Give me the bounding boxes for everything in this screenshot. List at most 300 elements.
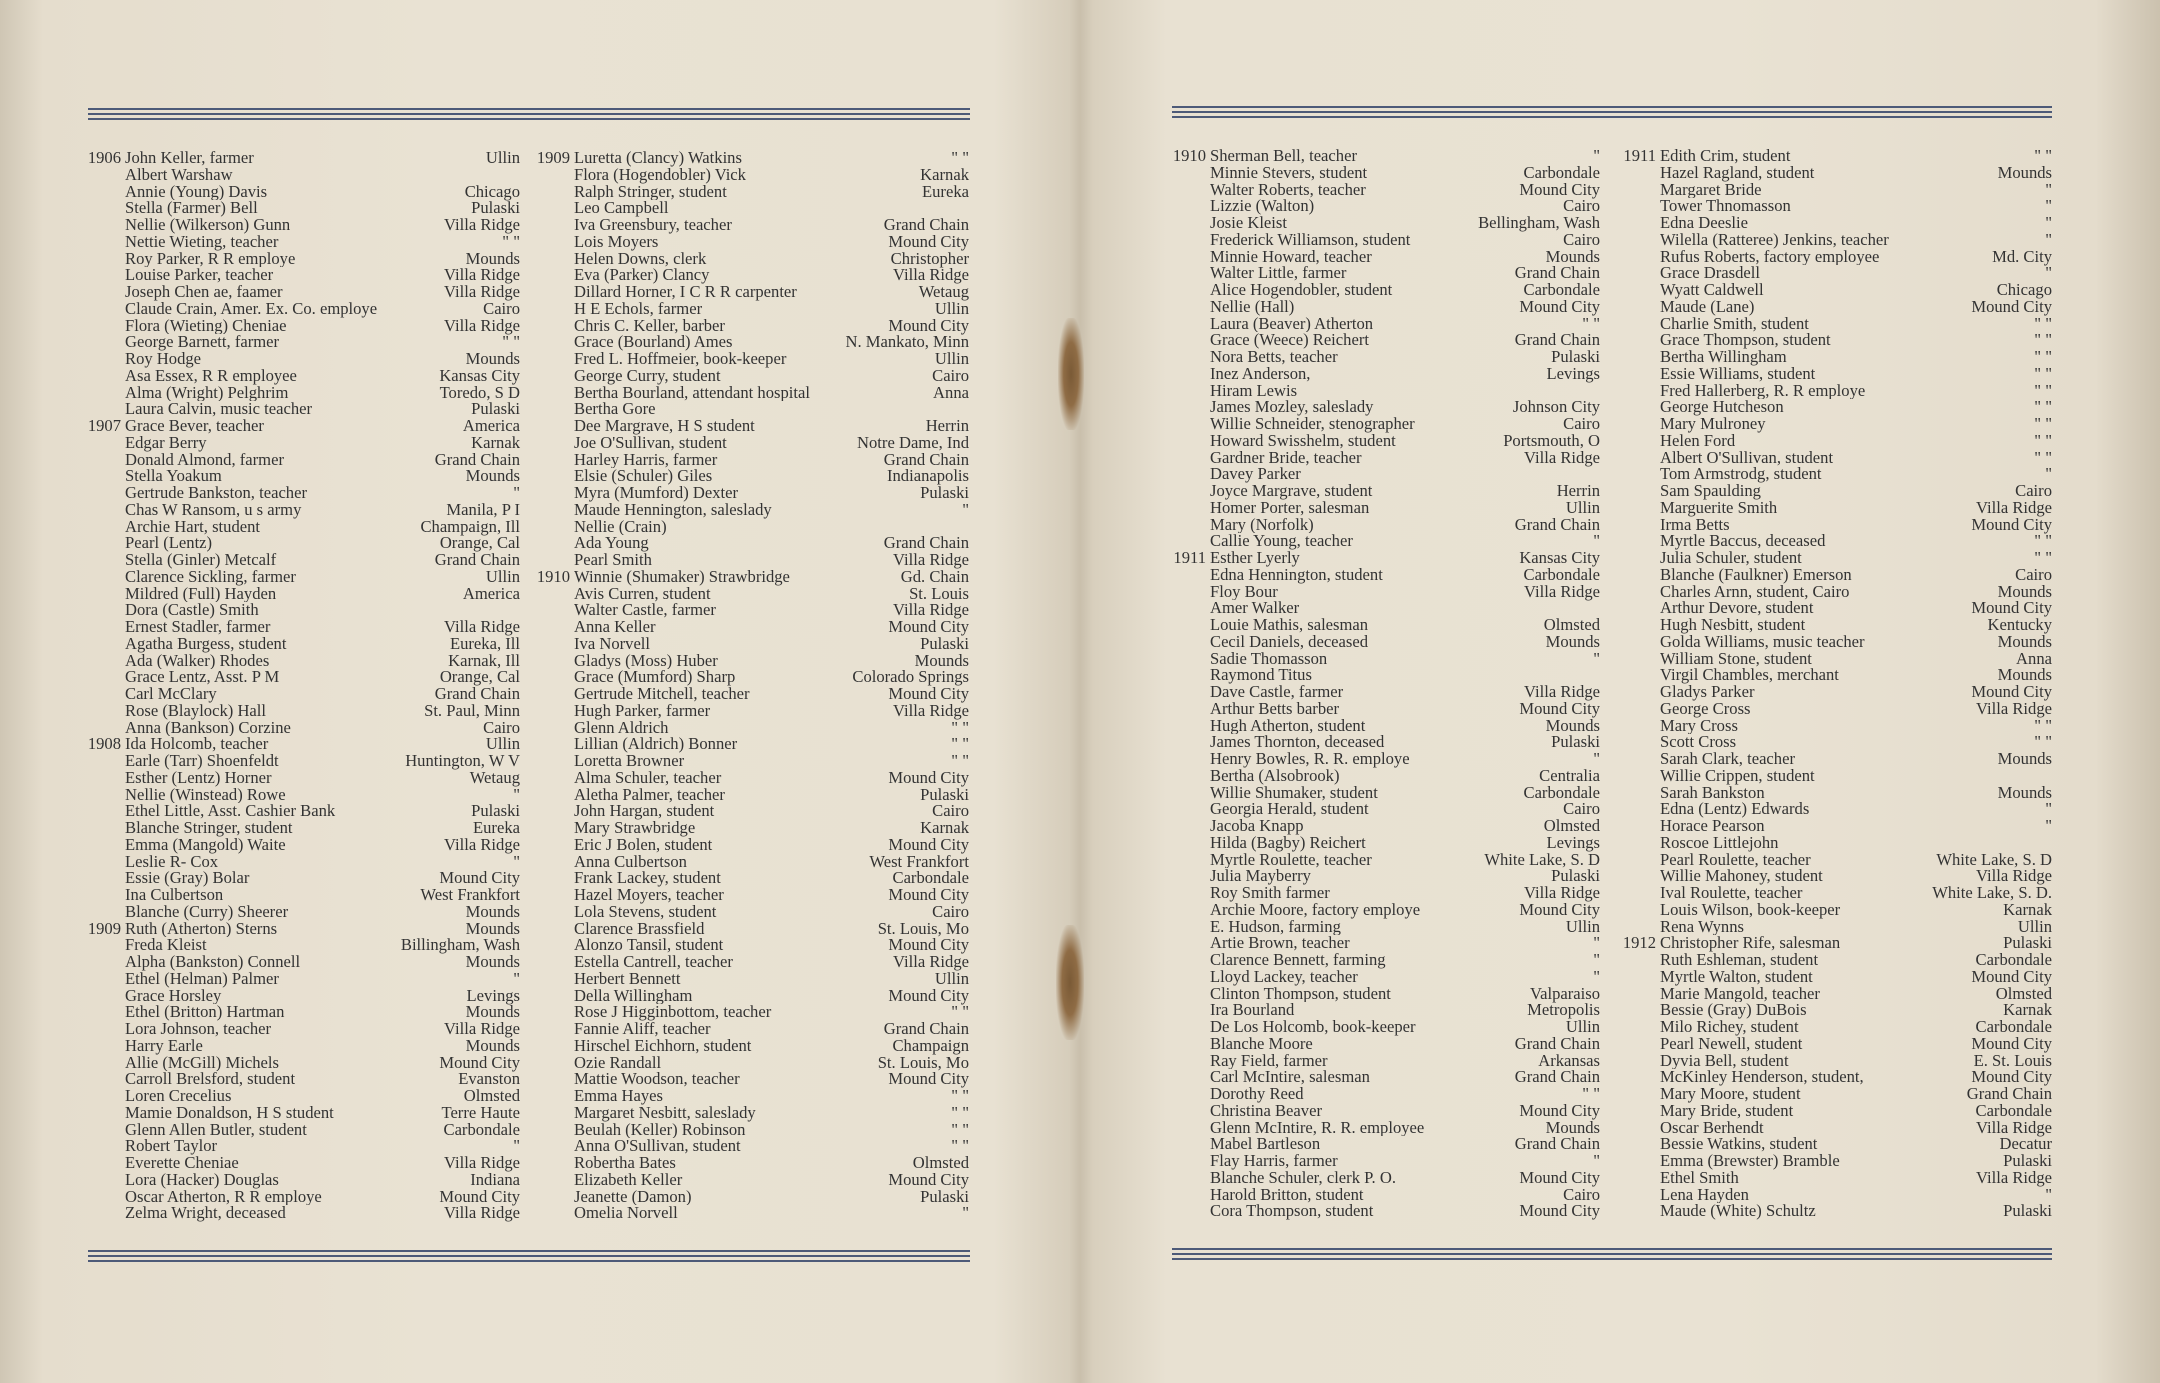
alumni-name: Archie Moore, factory employe [1210,901,1421,919]
alumni-name: Clarence Sickling, farmer [125,568,296,586]
alumni-location: Colorado Springs [852,667,969,687]
alumni-location: " [2045,816,2052,835]
alumni-name: Blanche (Faulkner) Emerson [1660,566,1852,584]
alumni-location: " [513,1136,520,1156]
alumni-entry [574,468,969,485]
alumni-location: Cairo [932,901,969,921]
alumni-entry [125,767,520,787]
alumni-name: Anna O'Sullivan, student [574,1138,741,1155]
alumni-name: Carl McClary [125,686,217,703]
alumni-location: St. Louis, Mo [877,918,969,938]
alumni-location: Pulaski [920,784,969,804]
alumni-location [2044,768,2052,785]
alumni-location: Mounds [465,918,520,938]
top-rule [88,108,970,120]
alumni-entry [1210,765,1600,785]
alumni-location: " [2045,799,2052,819]
alumni-location: Villa Ridge [444,1203,520,1223]
alumni-location: Cairo [1563,229,1600,249]
alumni-name: Julia Mayberry [1210,868,1311,885]
alumni-entry [1660,349,2052,366]
alumni-column [1172,146,1600,1221]
alumni-name: Hiram Lewis [1210,382,1298,400]
alumni-name: Lora (Hacker) Douglas [125,1171,279,1189]
alumni-name: Julia Schuler, student [1660,550,1802,567]
alumni-entry [1210,430,1600,450]
alumni-name: Archie Hart, student [125,518,261,536]
alumni-location: Christopher [890,248,969,268]
alumni-entry [574,334,969,351]
alumni-location: " [2045,179,2052,199]
alumni-name: Beulah (Keller) Robinson [574,1121,746,1139]
alumni-location: Ullin [1565,916,1600,936]
alumni-entry [1210,782,1600,802]
alumni-location: Mound City [888,315,969,335]
alumni-name: Homer Porter, salesman [1210,499,1370,517]
alumni-name: James Thornton, deceased [1210,734,1385,751]
alumni-name: Dillard Horner, I C R R carpenter [574,284,797,301]
alumni-location: Villa Ridge [893,952,969,971]
alumni-name: Esther Lyerly [1210,550,1300,567]
alumni-name: Ada (Walker) Rhodes [125,652,270,670]
alumni-name: Oscar Atherton, R R employe [125,1188,322,1206]
alumni-entry [1210,447,1600,467]
alumni-entry [1660,162,2052,182]
alumni-location: Bellingham, Wash [1478,213,1600,232]
alumni-location: Anna [933,382,969,402]
alumni-name: Earle (Tarr) Shoenfeldt [125,753,279,770]
alumni-name: Elsie (Schuler) Giles [574,468,713,485]
alumni-entry [1210,229,1600,249]
alumni-location: Villa Ridge [444,282,520,301]
alumni-name: Iva Norvell [574,635,651,653]
alumni-name: Blanche Stringer, student [125,820,293,837]
alumni-name: Anna (Bankson) Corzine [125,719,291,737]
alumni-location: Villa Ridge [444,215,520,234]
alumni-name: Margaret Bride [1660,181,1762,199]
alumni-location: " [2045,1184,2052,1204]
alumni-name: George Cross [1660,700,1751,718]
alumni-location: Mounds [465,248,520,268]
alumni-location: Carbondale [1523,280,1600,299]
alumni-location: " [1593,966,1600,986]
alumni-location: Mound City [1519,698,1600,718]
alumni-location: Grand Chain [1514,1067,1600,1087]
alumni-entry [574,432,969,452]
alumni-name: Edna Hennington, student [1210,566,1383,584]
alumni-name: Hugh Parker, farmer [574,702,711,720]
alumni-entry [125,717,520,737]
alumni-location: Billingham, Wash [400,935,520,955]
alumni-location: " [513,483,520,502]
alumni-entry [1210,734,1600,751]
alumni-name: Agatha Burgess, student [125,635,287,653]
alumni-entry [1660,332,2052,349]
alumni-location: Mound City [888,767,969,787]
alumni-entry [1210,698,1600,718]
alumni-name: Mary Mulroney [1660,416,1766,433]
alumni-name: Leo Campbell [574,200,669,217]
alumni-location: Mound City [888,985,969,1005]
alumni-entry [574,181,969,201]
alumni-entry [536,566,969,586]
alumni-entry [1660,533,2052,550]
alumni-location: Villa Ridge [1976,866,2052,886]
alumni-name: Mary Strawbridge [574,820,696,837]
alumni-entry [1210,935,1600,952]
alumni-entry [1660,198,2052,215]
alumni-entry [1660,631,2052,651]
alumni-entry [1660,1033,2052,1053]
alumni-name: Ralph Stringer, student [574,183,727,201]
alumni-location: Grand Chain [434,449,520,469]
alumni-name: Ival Roulette, teacher [1660,885,1803,902]
alumni-name: Harry Earle [125,1037,203,1055]
alumni-location: N. Mankato, Minn [845,332,969,352]
alumni-name: Stella (Ginler) Metcalf [125,552,277,569]
alumni-name: Ernest Stadler, farmer [125,619,271,636]
alumni-entry [1660,617,2052,634]
alumni-name: Grace Thompson, student [1660,332,1831,349]
alumni-name: Margaret Nesbitt, saleslady [574,1104,756,1122]
alumni-name: Ethel (Helman) Palmer [125,970,279,988]
class-year: 1908 [87,734,121,754]
alumni-name: Joe O'Sullivan, student [574,434,727,452]
alumni-name: Mamie Donaldson, H S student [125,1104,334,1122]
alumni-name: Grace Drasdell [1660,265,1760,282]
alumni-name: Walter Little, farmer [1210,265,1347,282]
alumni-name: Gladys Parker [1660,684,1755,701]
alumni-name: Edna (Lentz) Edwards [1660,801,1810,818]
alumni-name: Ina Culbertson [125,887,224,904]
alumni-location: Wetaug [469,767,520,787]
alumni-location: Cairo [2015,481,2052,500]
alumni-entry [1210,1203,1600,1220]
alumni-entry [574,1088,969,1105]
alumni-location: Ullin [934,968,969,988]
alumni-location: Karnak [920,818,969,837]
alumni-entry [125,887,520,904]
alumni-entry [87,416,520,435]
alumni-location: " " [2034,380,2052,400]
alumni-name: Alonzo Tansil, student [574,937,724,954]
alumni-entry [125,167,520,184]
alumni-entry [1660,983,2052,1003]
alumni-location: Evanston [458,1069,520,1089]
alumni-entry [1210,162,1600,182]
alumni-name: Roy Parker, R R employe [125,250,296,268]
alumni-location: Olmsted [1995,983,2052,1003]
alumni-entry [125,1119,520,1139]
alumni-location: " [513,784,520,804]
alumni-entry [574,1205,969,1222]
alumni-name: Floy Bour [1210,583,1278,601]
alumni-location: Valparaiso [1529,983,1600,1003]
alumni-location: Grand Chain [434,684,520,703]
alumni-location: Mounds [465,466,520,486]
alumni-location: Ullin [1565,1017,1600,1036]
alumni-location: Villa Ridge [444,834,520,854]
alumni-entry [1660,1136,2052,1153]
alumni-name: Arthur Betts barber [1210,700,1340,718]
alumni-name: Bessie (Gray) DuBois [1660,1002,1807,1019]
alumni-location: " [2045,229,2052,249]
alumni-entry [125,1071,520,1088]
alumni-location: " " [951,1136,969,1156]
alumni-name: Mary Cross [1660,717,1738,735]
alumni-entry [574,1186,969,1206]
alumni-location: Cairo [483,298,520,318]
alumni-location: Mound City [1519,179,1600,199]
alumni-name: Ozie Randall [574,1054,662,1072]
alumni-name: Ida Holcomb, teacher [125,736,269,753]
alumni-entry [574,365,969,385]
alumni-location: Cairo [932,801,969,821]
alumni-location: Levings [466,985,520,1005]
alumni-entry [1210,1136,1600,1153]
alumni-name: Emma (Mangold) Waite [125,836,286,854]
alumni-name: Grace Lentz, Asst. P M [125,669,280,686]
alumni-entry [574,700,969,720]
alumni-name: Inez Anderson, [1210,365,1311,383]
alumni-name: Willie Mahoney, student [1660,868,1823,885]
alumni-entry [574,633,969,653]
alumni-column [536,148,969,1223]
alumni-entry [574,985,969,1005]
alumni-location: " [1593,531,1600,551]
alumni-name: Rufus Roberts, factory employee [1660,248,1880,266]
alumni-location: Mound City [888,1169,969,1189]
alumni-entry [1660,835,2052,852]
alumni-name: Bessie Watkins, student [1660,1136,1818,1153]
alumni-name: Alice Hogendobler, student [1210,282,1393,299]
alumni-entry [125,901,520,921]
alumni-name: Maude Hennington, saleslady [574,501,772,519]
alumni-entry [1660,447,2052,467]
alumni-name: Sadie Thomasson [1210,650,1328,668]
alumni-location: Pulaski [920,483,969,502]
alumni-entry [1210,1069,1600,1086]
bottom-rule [1172,1248,2052,1260]
alumni-location: Decatur [1999,1134,2052,1154]
alumni-entry [1660,885,2052,902]
alumni-entry [125,1102,520,1122]
alumni-entry [125,552,520,569]
alumni-location [2044,835,2052,852]
alumni-name: Loretta Browner [574,753,685,770]
alumni-entry [1210,617,1600,634]
alumni-entry [1660,899,2052,919]
alumni-location: " " [2034,548,2052,567]
alumni-name: Essie Williams, student [1660,365,1816,383]
alumni-location: Mound City [888,684,969,703]
alumni-entry [574,619,969,636]
alumni-entry [1660,265,2052,282]
alumni-name: Henry Bowles, R. R. employe [1210,751,1410,768]
alumni-entry [1210,363,1600,383]
alumni-name: Sherman Bell, teacher [1210,148,1357,165]
alumni-name: Asa Essex, R R employee [125,367,297,385]
alumni-location: " " [951,717,969,737]
alumni-location: Orange, Cal [439,667,520,687]
alumni-location: " [962,1203,969,1223]
alumni-entry [574,968,969,988]
alumni-location: Toredo, S D [439,382,520,402]
alumni-entry [574,834,969,854]
alumni-name: McKinley Henderson, student, [1660,1069,1864,1086]
alumni-name: Laura Calvin, music teacher [125,401,313,418]
alumni-location: Villa Ridge [1976,1167,2052,1187]
class-year: 1906 [87,148,121,167]
alumni-name: Marie Mangold, teacher [1660,985,1820,1003]
alumni-name: Flay Harris, farmer [1210,1153,1338,1170]
alumni-location: " " [951,751,969,770]
alumni-name: Ruth Eshleman, student [1660,952,1819,969]
alumni-name: Joyce Margrave, student [1210,483,1373,500]
alumni-name: Frank Lackey, student [574,870,721,887]
alumni-location: Mounds [465,1002,520,1022]
alumni-entry [125,753,520,770]
alumni-name: Nettie Wieting, teacher [125,233,279,251]
alumni-name: Oscar Berhendt [1660,1119,1764,1137]
alumni-name: Hazel Moyers, teacher [574,887,724,904]
alumni-name: Alma Schuler, teacher [574,769,722,787]
alumni-entry [125,803,520,820]
alumni-entry [1210,916,1600,936]
alumni-name: Tom Armstrodg, student [1660,466,1822,483]
alumni-name: Willie Crippen, student [1660,767,1815,785]
alumni-name: Fred Hallerberg, R. R employe [1660,382,1866,400]
alumni-location: Cairo [2015,564,2052,584]
alumni-name: Irma Betts [1660,516,1730,534]
alumni-name: George Curry, student [574,367,721,385]
alumni-location: Ullin [485,148,520,167]
alumni-location: Ullin [2017,916,2052,936]
alumni-entry [125,566,520,586]
alumni-name: Mattie Woodson, teacher [574,1071,740,1088]
alumni-name: Dave Castle, farmer [1210,684,1344,701]
alumni-entry [1660,564,2052,584]
alumni-location: Kansas City [1519,548,1600,567]
alumni-location: Pulaski [920,1186,969,1206]
alumni-name: Lloyd Lackey, teacher [1210,968,1358,986]
alumni-location: " [2045,263,2052,283]
alumni-name: Grace (Bourland) Ames [574,334,733,351]
alumni-name: Flora (Wieting) Cheniae [125,317,287,335]
alumni-location: Carbondale [443,1119,520,1139]
alumni-entry [1210,179,1600,199]
alumni-location: Centralia [1539,765,1600,785]
alumni-name: Hazel Ragland, student [1660,164,1815,182]
alumni-location: " " [2034,447,2052,467]
alumni-entry [125,449,520,469]
alumni-location: " " [951,1002,969,1022]
alumni-name: Della Willingham [574,987,693,1005]
alumni-location: Herrin [1556,481,1600,500]
alumni-location: Villa Ridge [444,617,520,636]
alumni-name: Amer Walker [1210,600,1300,617]
alumni-entry [574,298,969,318]
alumni-location: Kentucky [1987,615,2052,634]
alumni-location: " [1593,146,1600,165]
alumni-location: White Lake, S. D [1484,849,1600,869]
alumni-entry [1210,1002,1600,1019]
alumni-location: " " [2034,397,2052,417]
alumni-name: Stella (Farmer) Bell [125,200,258,217]
alumni-name: Dorothy Reed [1210,1086,1304,1103]
alumni-entry [1210,1033,1600,1053]
alumni-location: Cairo [932,365,969,385]
alumni-name: Leslie R- Cox [125,853,219,871]
alumni-entry [125,401,520,418]
alumni-entry [1660,1100,2052,1120]
alumni-name: Ethel Little, Asst. Cashier Bank [125,803,336,820]
alumni-location: E. St. Louis [1973,1050,2052,1070]
alumni-location: Pulaski [1551,347,1600,366]
alumni-name: John Keller, farmer [125,150,254,167]
alumni-location: " " [2034,146,2052,165]
alumni-location: " " [2034,313,2052,333]
alumni-location: Mounds [1997,749,2052,768]
alumni-name: Grace Bever, teacher [125,418,264,435]
alumni-entry [125,937,520,954]
alumni-location: Manila, P I [446,499,520,519]
alumni-location: Mound City [439,1052,520,1072]
alumni-name: Joseph Chen ae, faamer [125,284,283,301]
class-year: 1909 [536,148,570,167]
alumni-name: Bertha Bourland, attendant hospital [574,384,810,402]
class-year: 1910 [536,566,570,586]
alumni-name: Josie Kleist [1210,215,1287,232]
alumni-name: Walter Roberts, teacher [1210,181,1366,199]
alumni-location: Wetaug [918,282,969,301]
alumni-name: Edgar Berry [125,434,207,452]
alumni-name: Estella Cantrell, teacher [574,954,733,971]
alumni-location: Cairo [1563,414,1600,433]
alumni-location: Grand Chain [883,215,969,234]
alumni-name: Avis Curren, student [574,585,711,603]
alumni-name: Gertrude Mitchell, teacher [574,686,750,703]
alumni-name: Emma Hayes [574,1088,663,1105]
alumni-name: Dora (Castle) Smith [125,602,259,619]
alumni-location: Villa Ridge [893,265,969,285]
alumni-location: Mound City [1971,1067,2052,1087]
alumni-name: Bertha (Alsobrook) [1210,767,1340,785]
alumni-location: " [1593,1151,1600,1170]
alumni-entry [1660,179,2052,199]
alumni-location: Mound City [1971,1033,2052,1053]
alumni-name: Elizabeth Keller [574,1171,683,1189]
alumni-name: Nora Betts, teacher [1210,349,1338,366]
alumni-location: Mounds [465,349,520,368]
alumni-entry [1660,514,2052,534]
alumni-location: Pulaski [2003,1151,2052,1170]
alumni-entry [125,700,520,720]
class-year: 1910 [1172,146,1206,165]
bottom-rule [88,1250,970,1262]
alumni-name: Mabel Bartleson [1210,1136,1321,1153]
alumni-name: Virgil Chambles, merchant [1660,667,1839,684]
alumni-name: Herbert Bennett [574,970,681,988]
alumni-entry [125,1205,520,1222]
alumni-name: Hugh Nesbitt, student [1660,617,1806,634]
alumni-location: Mounds [1545,246,1600,266]
alumni-name: Louis Wilson, book-keeper [1660,901,1841,919]
alumni-name: Jeanette (Damon) [574,1188,692,1206]
alumni-entry [574,1169,969,1189]
alumni-name: Helen Ford [1660,432,1736,450]
alumni-location: " " [951,1119,969,1139]
